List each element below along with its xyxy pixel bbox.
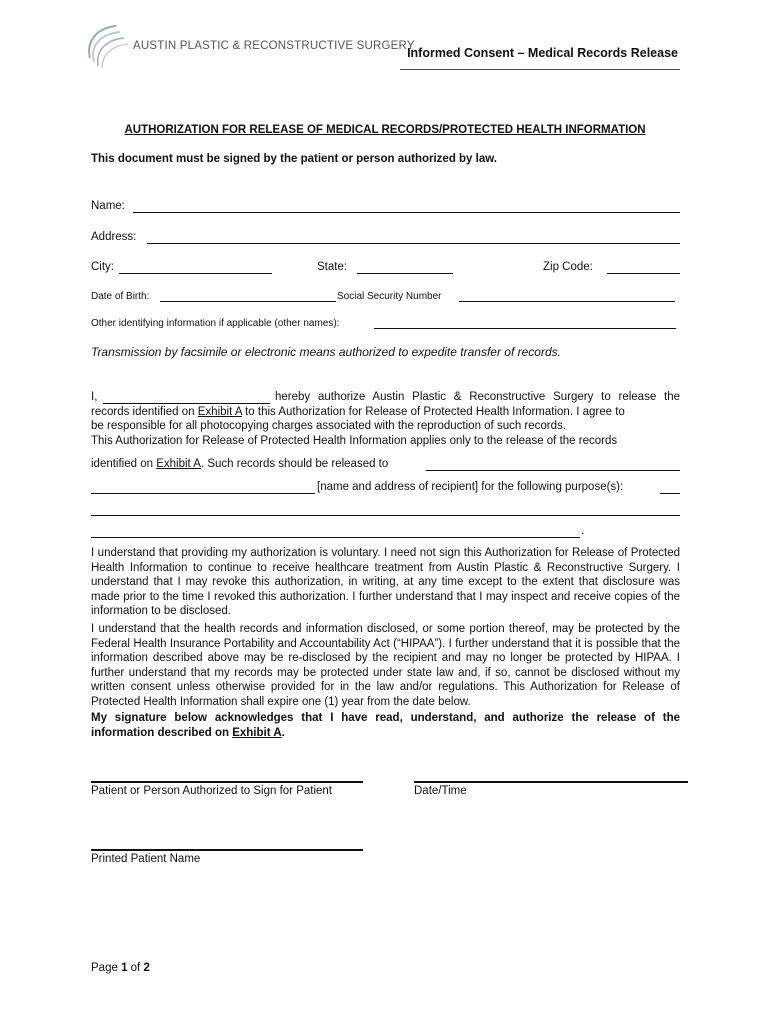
auth-line-5-post: . Such records should be released to	[200, 458, 389, 470]
other-info-field[interactable]	[374, 328, 676, 329]
patient-signature-field[interactable]	[91, 781, 363, 783]
printed-name-label: Printed Patient Name	[91, 853, 201, 865]
exhibit-a-link: Exhibit A	[197, 406, 242, 418]
recipient-label: [name and address of recipient] for the following purpose(s):	[317, 481, 624, 493]
zip-field[interactable]	[607, 273, 680, 274]
transmission-note: Transmission by facsimile or electronic means authorized to expedite transfer of records.	[91, 345, 561, 359]
auth-line-5-pre: identified on	[91, 458, 157, 470]
city-field[interactable]	[119, 273, 272, 274]
auth-line-2-post: to this Authorization for Release of Protected Health Information. I agree to	[241, 406, 625, 418]
ssn-label: Social Security Number	[337, 291, 442, 302]
purpose-period: .	[581, 525, 585, 537]
purpose-field-line-3[interactable]	[91, 537, 580, 538]
page-subtitle: This document must be signed by the patient or person authorized by law.	[91, 153, 497, 165]
page-number	[91, 962, 150, 974]
acknowledgement-period: .	[281, 726, 285, 739]
auth-line-2-pre: records identified on	[91, 406, 198, 418]
hipaa-paragraph: I understand that the health records and information disclosed, or some portion thereof, may be protected by the Federal Health Insurance Portability and Accountability Act (“HIPAA”). I further understand that it is possible that the information described above may be re-disclosed by the recipient and may no longer be protected by HIPAA. I further understand that my records may be protected under state law and, if so, cannot be disclosed without my written consent unless otherwise provided for in the law and/or regulations. This Authorization for Release of Protected Health Information shall expire one (1) year from the date below.	[91, 623, 680, 708]
page-total: 2	[143, 962, 150, 974]
document-header-title: Informed Consent – Medical Records Release	[407, 46, 678, 60]
city-label: City:	[91, 261, 114, 273]
auth-line-1: hereby authorize Austin Plastic & Reconstructive Surgery to release the	[275, 391, 680, 403]
name-label: Name:	[91, 200, 125, 212]
state-label: State:	[317, 261, 348, 273]
voluntary-paragraph: I understand that providing my authorization is voluntary. I need not sign this Authorization for Release of Protected Health Information to continue to receive healthcare treatment from Austin Plastic & Reconstructive Surgery. I understand that I may revoke this authorization, in writing, at any time except to the extent that disclosure was made prior to the time I revoked this authorization. I further understand that I may inspect and receive copies of the information to be disclosed.	[91, 547, 680, 618]
exhibit-a-final-ref: Exhibit A	[232, 726, 282, 739]
auth-i-label: I,	[91, 391, 98, 403]
address-field[interactable]	[147, 243, 680, 244]
patient-signature-label: Patient or Person Authorized to Sign for Patient	[91, 785, 333, 797]
acknowledgement-paragraph	[91, 711, 680, 740]
address-label: Address:	[91, 231, 137, 243]
page-of: of	[127, 962, 144, 974]
ssn-field[interactable]	[459, 301, 675, 302]
zip-label: Zip Code:	[543, 261, 593, 273]
dob-field[interactable]	[160, 301, 336, 302]
date-time-label: Date/Time	[414, 785, 467, 797]
auth-line-4: This Authorization for Release of Protected Health Information applies only to the release of the records	[91, 435, 618, 447]
released-to-field[interactable]	[426, 470, 680, 471]
state-field[interactable]	[357, 273, 453, 274]
acknowledgement-text: My signature below acknowledges that I have read, understand, and authorize the release of the information described on	[91, 712, 680, 739]
logo-text: AUSTIN PLASTIC & RECONSTRUCTIVE SURGERY	[133, 40, 415, 52]
header-rule	[400, 69, 680, 70]
page-current: 1	[121, 962, 128, 974]
page-title: AUTHORIZATION FOR RELEASE OF MEDICAL RECORDS/PROTECTED HEALTH INFORMATION	[124, 124, 646, 136]
authorizer-name-field[interactable]	[103, 403, 270, 404]
page-prefix: Page	[91, 962, 122, 974]
date-time-field[interactable]	[414, 781, 688, 783]
purpose-field-start[interactable]	[660, 493, 680, 494]
printed-name-field[interactable]	[91, 849, 363, 851]
dob-label: Date of Birth:	[91, 291, 150, 302]
auth-line-2	[91, 406, 625, 418]
auth-line-5	[91, 458, 388, 470]
auth-line-3: be responsible for all photocopying charges associated with the reproduction of such records.	[91, 420, 566, 432]
other-info-label: Other identifying information if applicable (other names):	[91, 318, 340, 329]
name-field[interactable]	[133, 212, 680, 213]
exhibit-a-ref: Exhibit A	[156, 458, 201, 470]
recipient-field[interactable]	[91, 493, 315, 494]
purpose-field-line-2[interactable]	[91, 515, 680, 516]
